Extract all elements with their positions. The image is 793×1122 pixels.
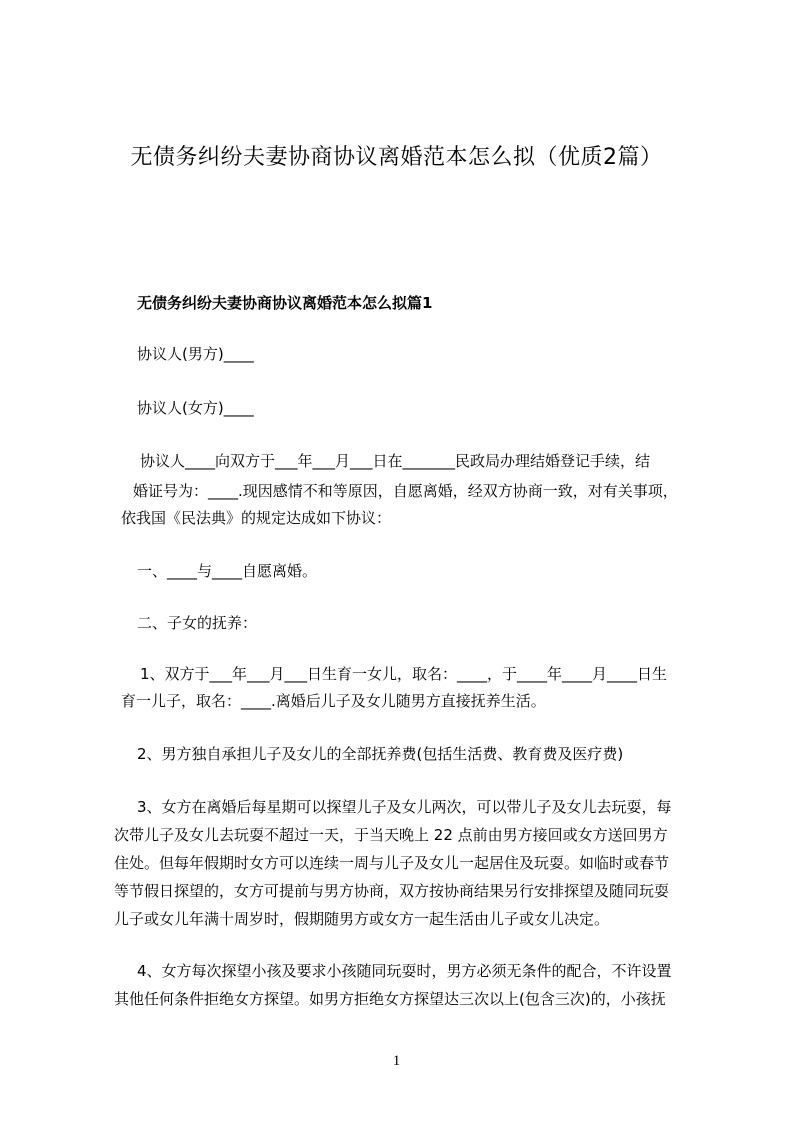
party-male-line: 协议人(男方)____ bbox=[137, 345, 254, 363]
document-title: 无债务纠纷夫妻协商协议离婚范本怎么拟（优质2篇） bbox=[130, 145, 663, 170]
intro-line-1: 协议人____向双方于___年___月___日在_______民政局办理结婚登记手续，结 bbox=[140, 452, 651, 470]
page-number: 1 bbox=[392, 1053, 401, 1069]
item-3-line-4: 等节假日探望的，女方可提前与男方协商，双方按协商结果另行安排探望及随同玩耍 bbox=[114, 882, 670, 900]
item-4-line-2: 其他任何条件拒绝女方探望。如男方拒绝女方探望达三次以上(包含三次)的，小孩抚 bbox=[114, 990, 666, 1008]
item-3-line-3: 住处。但每年假期时女方可以连续一周与儿子及女儿一起居住及玩耍。如临时或春节 bbox=[114, 854, 670, 872]
item-4-line-1: 4、女方每次探望小孩及要求小孩随同玩耍时，男方必须无条件的配合，不许设置 bbox=[137, 962, 672, 980]
item-3-line-1: 3、女方在离婚后每星期可以探望儿子及女儿两次，可以带儿子及女儿去玩耍，每 bbox=[137, 798, 672, 816]
intro-line-3: 依我国《民法典》的规定达成如下协议： bbox=[121, 509, 392, 527]
clause-1: 一、____与____自愿离婚。 bbox=[137, 562, 318, 580]
party-female-line: 协议人(女方)____ bbox=[137, 399, 254, 417]
item-1-line-2: 育一儿子，取名：____.离婚后儿子及女儿随男方直接抚养生活。 bbox=[121, 692, 546, 710]
item-3-line-5: 儿子或女儿年满十周岁时，假期随男方或女方一起生活由儿子或女儿决定。 bbox=[114, 910, 610, 928]
intro-line-2: 婚证号为：____.现因感情不和等原因，自愿离婚，经双方协商一致，对有关事项， bbox=[133, 482, 678, 500]
item-3-line-2: 次带儿子及女儿去玩耍不超过一天，于当天晚上 22 点前由男方接回或女方送回男方 bbox=[114, 826, 668, 844]
clause-2: 二、子女的抚养： bbox=[137, 614, 258, 632]
item-2: 2、男方独自承担儿子及女儿的全部抚养费(包括生活费、教育费及医疗费) bbox=[137, 745, 624, 763]
section-heading: 无债务纠纷夫妻协商协议离婚范本怎么拟篇1 bbox=[137, 294, 433, 312]
item-1-line-1: 1、双方于___年___月___日生育一女儿，取名：____，于____年____月____日生 bbox=[140, 665, 668, 683]
